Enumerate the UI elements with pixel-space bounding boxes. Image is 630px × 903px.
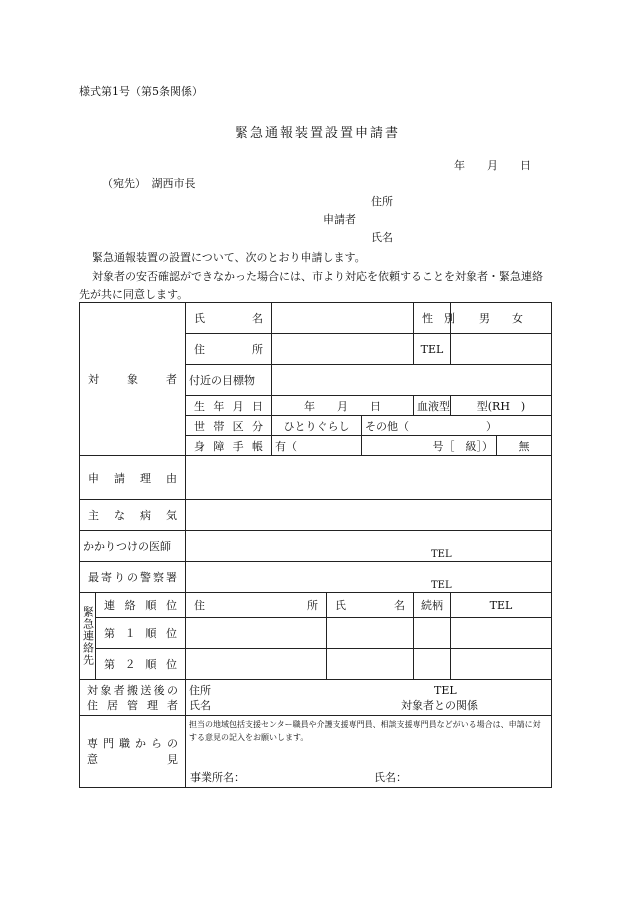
birthdate-field[interactable]: 年 月 日: [272, 396, 414, 416]
residence-manager-field[interactable]: [186, 680, 552, 716]
birthdate-label: 生年月日: [186, 396, 272, 416]
form-number: 様式第1号（第5条関係）: [79, 85, 203, 98]
intro-text: 緊急通報装置の設置について、次のとおり申請します。: [92, 251, 366, 264]
contact-order-header: 連絡順位: [96, 593, 186, 618]
residence-manager-label: [80, 680, 186, 716]
applicant-address-label: 住所: [371, 195, 393, 208]
date-line: 年 月 日: [454, 159, 531, 172]
doctor-tel-label: TEL: [431, 549, 452, 560]
landmark-label: 付近の目標物: [186, 365, 272, 396]
name-label: 氏 名: [186, 303, 272, 334]
reason-label: 申請理由: [80, 456, 186, 500]
manager-relation-label: 対象者との関係: [401, 698, 478, 712]
tel-label: TEL: [414, 334, 451, 365]
contact-address-header: 住 所: [186, 593, 327, 618]
addressee: （宛先） 湖西市長: [102, 177, 196, 190]
first-contact-tel[interactable]: [451, 618, 552, 649]
emergency-group-label: 緊急連絡先: [80, 593, 96, 680]
address-field[interactable]: [272, 334, 414, 365]
second-contact-name[interactable]: [327, 649, 414, 680]
opinion-field[interactable]: [186, 716, 552, 788]
blood-type-field[interactable]: 型(RH ): [451, 396, 552, 416]
opinion-line-1: 専門職からの: [87, 736, 178, 750]
other-option[interactable]: その他（ ）: [362, 416, 552, 436]
consent-line-2: 先が共に同意します。: [79, 288, 189, 301]
applicant-name-label: 氏名: [371, 231, 393, 244]
tel-field[interactable]: [451, 334, 552, 365]
contact-relation-header: 続柄: [414, 593, 451, 618]
second-contact-tel[interactable]: [451, 649, 552, 680]
sex-label: 性 別: [414, 303, 451, 334]
residence-manager-line-2: 住居管理者: [87, 698, 178, 712]
sex-options[interactable]: 男 女: [451, 303, 552, 334]
disability-grade[interactable]: 号［ 級］）: [362, 436, 497, 456]
reason-field[interactable]: [186, 456, 552, 500]
first-contact-relation[interactable]: [414, 618, 451, 649]
opinion-label: [80, 716, 186, 788]
first-contact-label: 第１順位: [96, 618, 186, 649]
illness-label: 主な病気: [80, 500, 186, 531]
application-form-table: [79, 302, 552, 788]
consent-line-1: 対象者の安否確認ができなかった場合には、市より対応を依頼することを対象者・緊急連絡: [92, 270, 543, 283]
police-label: 最寄りの警察署: [80, 562, 186, 593]
disability-label: 身障手帳: [186, 436, 272, 456]
disability-has[interactable]: 有（: [272, 436, 362, 456]
office-name-label: 事業所名：: [190, 771, 245, 784]
contact-name-header: 氏 名: [327, 593, 414, 618]
doctor-field[interactable]: [186, 531, 552, 562]
subject-group-label: 対 象 者: [80, 303, 186, 456]
manager-tel-label: TEL: [434, 683, 457, 697]
living-alone-option[interactable]: ひとりぐらし: [272, 416, 362, 436]
staff-name-label: 氏名：: [374, 771, 407, 784]
police-field[interactable]: [186, 562, 552, 593]
name-field[interactable]: [272, 303, 414, 334]
address-label: 住 所: [186, 334, 272, 365]
manager-name-label: 氏名: [189, 698, 211, 712]
residence-manager-line-1: 対象者搬送後の: [87, 683, 178, 697]
second-contact-relation[interactable]: [414, 649, 451, 680]
landmark-field[interactable]: [272, 365, 552, 396]
second-contact-label: 第２順位: [96, 649, 186, 680]
illness-field[interactable]: [186, 500, 552, 531]
disability-none[interactable]: 無: [497, 436, 552, 456]
first-contact-name[interactable]: [327, 618, 414, 649]
opinion-note: 担当の地域包括支援センター職員や介護支援専門員、相談支援専門員などがいる場合は、申請に対する意見の記入をお願いします。: [189, 720, 541, 742]
opinion-line-2: 意見: [87, 752, 178, 766]
contact-tel-header: TEL: [451, 593, 552, 618]
page-title: 緊急通報装置設置申請書: [235, 126, 401, 141]
first-contact-address[interactable]: [186, 618, 327, 649]
doctor-label: かかりつけの医師: [80, 531, 186, 562]
second-contact-address[interactable]: [186, 649, 327, 680]
police-tel-label: TEL: [431, 580, 452, 591]
manager-address-label: 住所: [189, 683, 211, 697]
blood-type-label: 血液型: [414, 396, 451, 416]
applicant-label: 申請者: [323, 213, 356, 226]
household-label: 世帯区分: [186, 416, 272, 436]
